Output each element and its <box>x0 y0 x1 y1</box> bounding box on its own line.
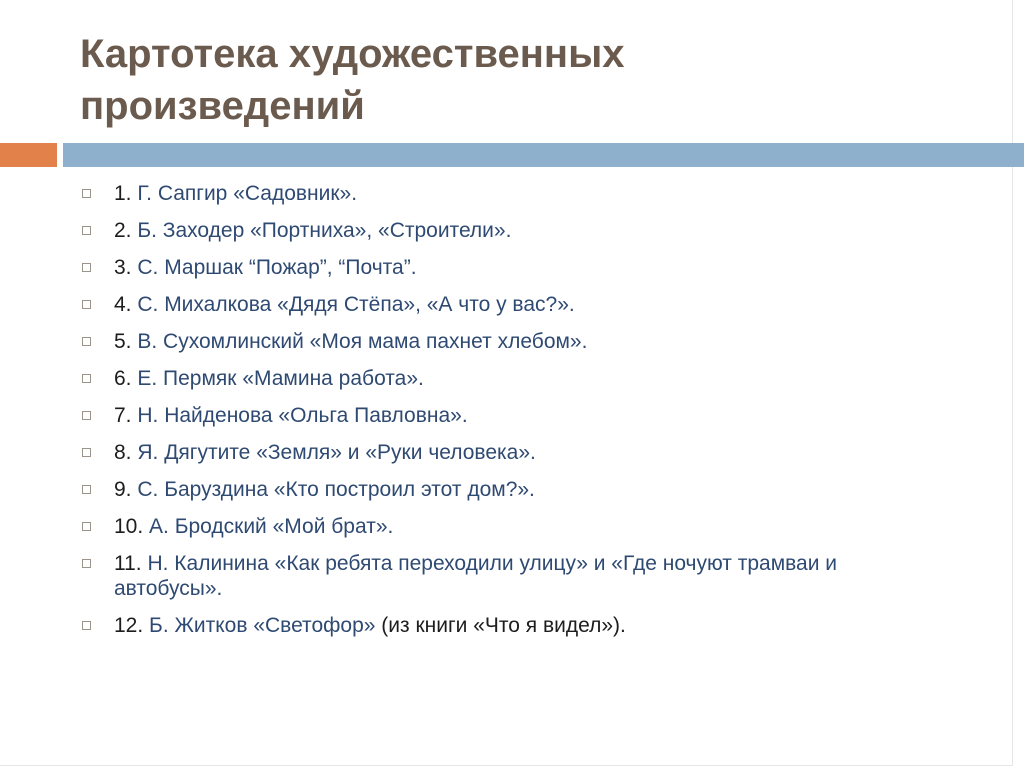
item-number: 5. <box>114 330 138 353</box>
item-text: Б. Житков «Светофор» <box>149 614 382 637</box>
square-bullet-icon <box>82 263 91 272</box>
item-number: 4. <box>114 293 138 316</box>
works-list <box>80 181 930 650</box>
item-number: 9. <box>114 478 138 501</box>
slide-title <box>80 28 960 132</box>
item-text: Г. Сапгир «Садовник». <box>137 182 358 205</box>
item-number: 3. <box>114 256 138 279</box>
list-item <box>80 477 930 502</box>
list-item <box>80 551 930 601</box>
item-text: Е. Пермяк «Мамина работа». <box>137 367 424 390</box>
item-number: 6. <box>114 367 138 390</box>
list-item <box>80 514 930 539</box>
item-number: 2. <box>114 219 138 242</box>
square-bullet-icon <box>82 448 91 457</box>
item-text: С. Баруздина «Кто построил этот дом?». <box>137 478 535 501</box>
list-item <box>80 440 930 465</box>
item-text: В. Сухомлинский «Моя мама пахнет хлебом». <box>137 330 588 353</box>
square-bullet-icon <box>82 485 91 494</box>
item-number: 8. <box>114 441 138 464</box>
item-text: Б. Заходер «Портниха», «Строители». <box>137 219 512 242</box>
square-bullet-icon <box>82 226 91 235</box>
title-line-2: произведений <box>80 84 365 128</box>
item-text: С. Маршак “Пожар”, “Почта”. <box>137 256 417 279</box>
square-bullet-icon <box>82 374 91 383</box>
square-bullet-icon <box>82 411 91 420</box>
item-number: 12. <box>114 614 150 637</box>
list-item <box>80 218 930 243</box>
list-item <box>80 613 930 638</box>
list-item <box>80 292 930 317</box>
list-item <box>80 329 930 354</box>
square-bullet-icon <box>82 337 91 346</box>
item-number: 1. <box>114 182 138 205</box>
item-text: Н. Найденова «Ольга Павловна». <box>137 404 468 427</box>
title-rule-bar <box>63 143 1024 167</box>
item-text: Н. Калинина «Как ребята переходили улицу» и «Где ночуют трамваи и автобусы». <box>114 552 838 600</box>
title-line-1: Картотека художественных <box>80 32 625 76</box>
square-bullet-icon <box>82 189 91 198</box>
item-text: А. Бродский «Мой брат». <box>149 515 394 538</box>
square-bullet-icon <box>82 621 91 630</box>
item-number: 7. <box>114 404 138 427</box>
item-number: 10. <box>114 515 150 538</box>
list-item <box>80 181 930 206</box>
list-item <box>80 255 930 280</box>
list-item <box>80 403 930 428</box>
item-number: 11. <box>114 552 148 575</box>
square-bullet-icon <box>82 559 91 568</box>
item-text-tail: (из книги «Что я видел»). <box>381 614 626 637</box>
accent-bar <box>0 143 57 167</box>
square-bullet-icon <box>82 300 91 309</box>
item-text: С. Михалкова «Дядя Стёпа», «А что у вас?». <box>137 293 575 316</box>
item-text: Я. Дягутите «Земля» и «Руки человека». <box>137 441 536 464</box>
list-item <box>80 366 930 391</box>
square-bullet-icon <box>82 522 91 531</box>
